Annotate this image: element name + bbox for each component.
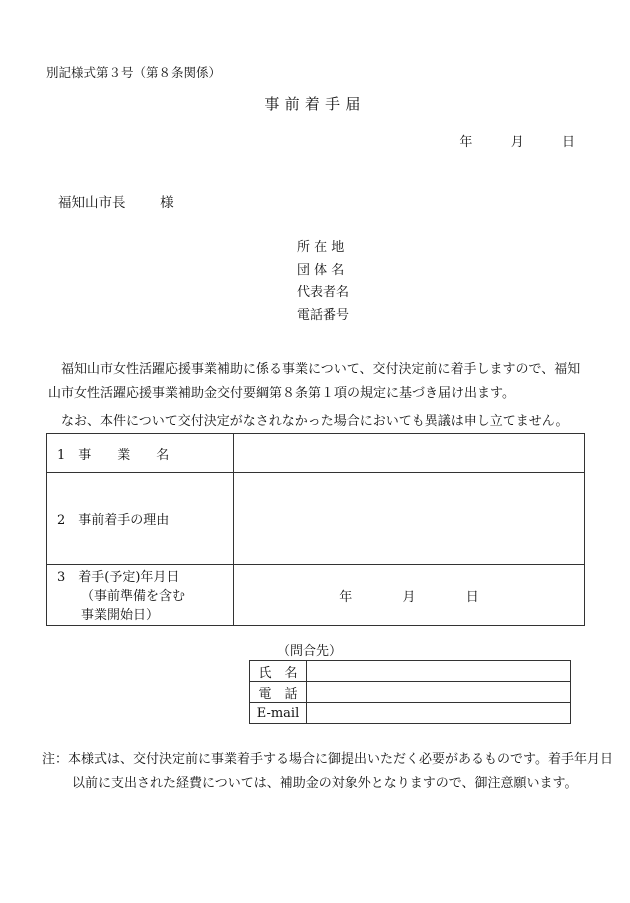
table-row [250, 682, 571, 703]
inquiry-table [249, 660, 571, 724]
contact-email-field[interactable] [307, 703, 571, 724]
body-paragraph-2: なお、本件について交付決定がなされなかった場合においても異議は申し立てません。 [48, 414, 569, 429]
body-paragraph-1: 福知山市女性活躍応援事業補助に係る事業について、交付決定前に着手しますので、福知山市女性活躍応援事業補助金交付要綱第８条第１項の規定に基づき届け出ます。 [48, 362, 581, 401]
contact-email-label: E-mail [250, 703, 307, 724]
date-day-label: 日 [561, 135, 575, 150]
footnote: 注：本様式は、交付決定前に事業着手する場合に御提出いただく必要があるものです。着手年月日以前に支出された経費については、補助金の対象外となりますので、御注意願います。 [42, 752, 613, 791]
contact-phone-label: 電 話 [250, 682, 307, 703]
table-row [47, 473, 585, 565]
inquiry-label: （問合先） [277, 644, 343, 659]
applicant-representative-label: 代表者名 [297, 285, 350, 300]
contact-name-field[interactable] [307, 661, 571, 682]
date-year-label: 年 [459, 135, 473, 150]
page-title: 事前着手届 [264, 95, 366, 113]
early-start-reason-label: 2 事前着手の理由 [47, 473, 234, 565]
applicant-phone-label: 電話番号 [297, 307, 350, 323]
start-date-day: 日 [465, 589, 479, 605]
table-row [250, 703, 571, 724]
project-name-label: 1 事 業 名 [47, 434, 234, 473]
start-date-label [47, 565, 234, 626]
contact-phone-field[interactable] [307, 682, 571, 703]
project-table [46, 433, 585, 626]
contact-name-label: 氏 名 [250, 661, 307, 682]
table-row [250, 661, 571, 682]
project-name-field[interactable] [234, 434, 585, 473]
addressee [58, 191, 174, 211]
addressee-honorific: 様 [160, 195, 174, 211]
form-number-label: 別記様式第３号（第８条関係） [46, 65, 222, 80]
start-date-label-line1: 3 着手(予定)年月日 [57, 570, 180, 585]
applicant-info [297, 237, 349, 327]
addressee-name: 福知山市長 [58, 195, 126, 211]
applicant-address-label: 所 在 地 [297, 240, 345, 255]
start-date-year: 年 [339, 589, 353, 605]
table-row [47, 434, 585, 473]
applicant-organization-label: 団 体 名 [297, 262, 345, 278]
start-date-month: 月 [402, 589, 416, 605]
early-start-reason-field[interactable] [234, 473, 585, 565]
date-month-label: 月 [510, 135, 524, 150]
submission-date [459, 131, 575, 150]
table-row [47, 565, 585, 626]
start-date-field[interactable] [234, 565, 585, 626]
start-date-label-line2: （事前準備を含む [81, 589, 186, 604]
start-date-label-line3: 事業開始日） [81, 608, 160, 623]
